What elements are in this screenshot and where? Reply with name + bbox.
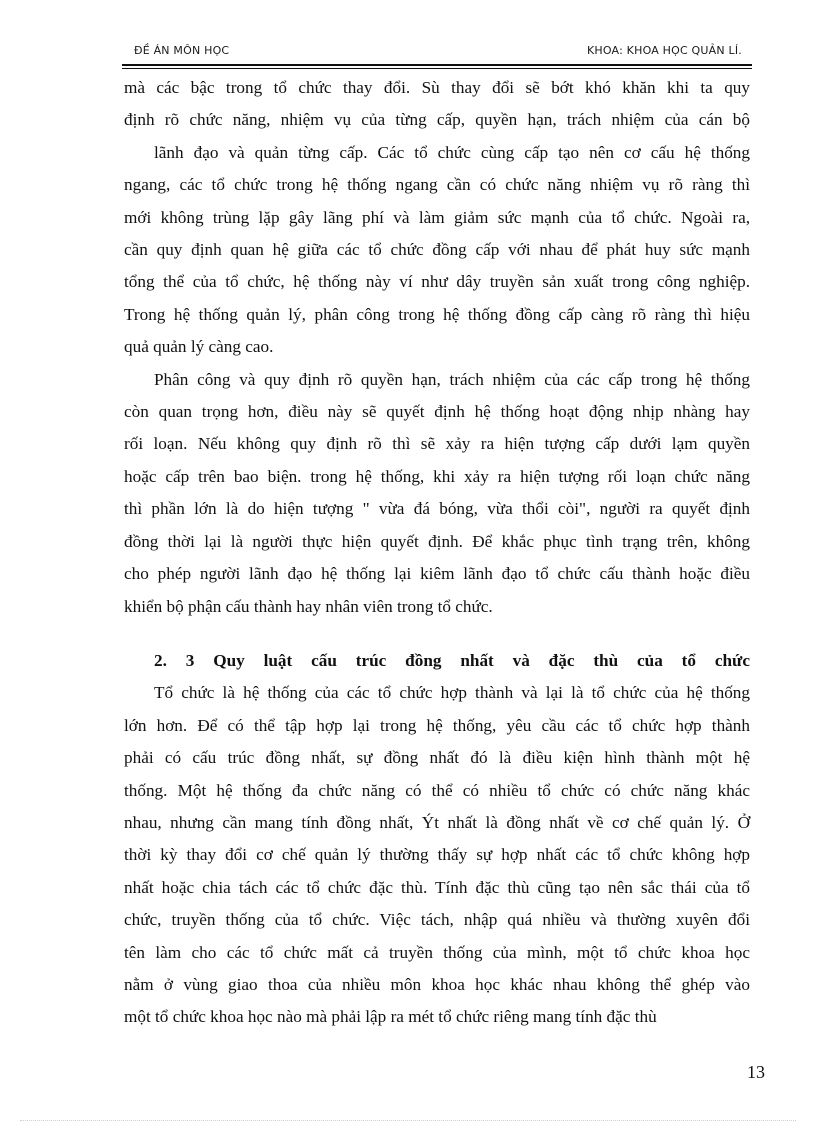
text-line: Tổ chức là hệ thống của các tổ chức hợp thành và lại là tổ chức của hệ thống xyxy=(154,683,750,703)
text-line: lớn hơn. Để có thể tập hợp lại trong hệ thống, yêu cầu các tổ chức hợp thành xyxy=(124,715,750,735)
text-line: ngang, các tổ chức trong hệ thống ngang cần có chức năng nhiệm vụ rõ ràng thì xyxy=(124,175,750,195)
paragraph-3 xyxy=(124,677,750,1033)
text-line: phải có cấu trúc đồng nhất, sự đồng nhất đó là điều kiện hình thành một hệ xyxy=(124,748,750,768)
section-heading: 2. 3 Quy luật cấu trúc đồng nhất và đặc thù của tổ chức xyxy=(154,650,750,670)
text-line: mới không trùng lặp gây lãng phí và làm giảm sức mạnh của tổ chức. Ngoài ra, xyxy=(124,207,750,227)
text-line: thống. Một hệ thống đa chức năng có thể có nhiều tổ chức có chức năng khác xyxy=(124,780,750,800)
page-bottom-border xyxy=(20,1120,796,1121)
page-number: 13 xyxy=(747,1062,765,1082)
text-line: hoặc cấp trên bao biện. trong hệ thống, khi xảy ra hiện tượng rối loạn chức năng xyxy=(124,466,750,486)
paragraph-2 xyxy=(124,364,750,623)
text-line: định rõ chức năng, nhiệm vụ của từng cấp, quyền hạn, trách nhiệm của cán bộ xyxy=(124,110,750,130)
body-text xyxy=(124,72,750,1034)
text-line: rối loạn. Nếu không quy định rõ thì sẽ xảy ra hiện tượng cấp dưới lạm quyền xyxy=(124,434,750,454)
text-line: chức, truyền thống của tổ chức. Việc tách, nhập quá nhiều và thường xuyên đổi xyxy=(124,910,750,930)
text-line: nhau, nhưng cần mang tính đồng nhất, Ýt nhất là đồng nhất về cơ chế quản lý. Ở xyxy=(124,812,750,832)
text-line: nhất hoặc chia tách các tổ chức đặc thù. Tính đặc thù cũng tạo nên sắc thái của tổ xyxy=(124,877,750,897)
page-header xyxy=(124,44,750,60)
text-line: cần quy định quan hệ giữa các tổ chức đồng cấp với nhau để phát huy sức mạnh xyxy=(124,240,750,260)
text-line: cho phép người lãnh đạo hệ thống lại kiêm lãnh đạo tổ chức cấu thành hoặc điều xyxy=(124,564,750,584)
text-line: đồng thời lại là người thực hiện quyết định. Để khắc phục tình trạng trên, không xyxy=(124,531,750,551)
header-rule-thick xyxy=(122,64,752,66)
section-gap xyxy=(124,623,750,645)
text-line: tổng thể của tổ chức, hệ thống này ví như dây truyền sản xuất trong công nghiệp. xyxy=(124,272,750,292)
text-line: tên làm cho các tổ chức mất cả truyền thống của mình, một tổ chức khoa học xyxy=(124,942,750,962)
header-faculty: KHOA: KHOA HỌC QUẢN LÍ. xyxy=(587,44,742,57)
text-line: nằm ở vùng giao thoa của nhiều môn khoa học khác nhau không thể ghép vào xyxy=(124,974,750,994)
text-line: mà các bậc trong tổ chức thay đổi. Sù thay đổi sẽ bớt khó khăn khi ta quy xyxy=(124,78,750,97)
text-line: còn quan trọng hơn, điều này sẽ quyết định hệ thống hoạt động nhịp nhàng hay xyxy=(124,402,750,422)
text-line: Trong hệ thống quản lý, phân công trong hệ thống đồng cấp càng rõ ràng thì hiệu xyxy=(124,304,750,324)
text-line: quả quản lý càng cao. xyxy=(124,337,274,357)
text-line: thời kỳ thay đổi cơ chế quản lý thường thấy sự hợp nhất các tổ chức không hợp xyxy=(124,845,750,865)
text-line: Phân công và quy định rõ quyền hạn, trách nhiệm của các cấp trong hệ thống xyxy=(154,369,750,389)
header-course-title: ĐỀ ÁN MÔN HỌC xyxy=(134,44,230,57)
text-line: lãnh đạo và quản từng cấp. Các tổ chức cùng cấp tạo nên cơ cấu hệ thống xyxy=(154,142,750,162)
text-line: thì phần lớn là do hiện tượng " vừa đá bóng, vừa thổi còi", người ra quyết định xyxy=(124,499,750,519)
text-line: một tổ chức khoa học nào mà phải lập ra mét tổ chức riêng mang tính đặc thù xyxy=(124,1007,657,1027)
paragraph-1 xyxy=(124,72,750,364)
text-line: khiển bộ phận cấu thành hay nhân viên trong tổ chức. xyxy=(124,596,493,616)
header-rule-thin xyxy=(122,68,752,69)
